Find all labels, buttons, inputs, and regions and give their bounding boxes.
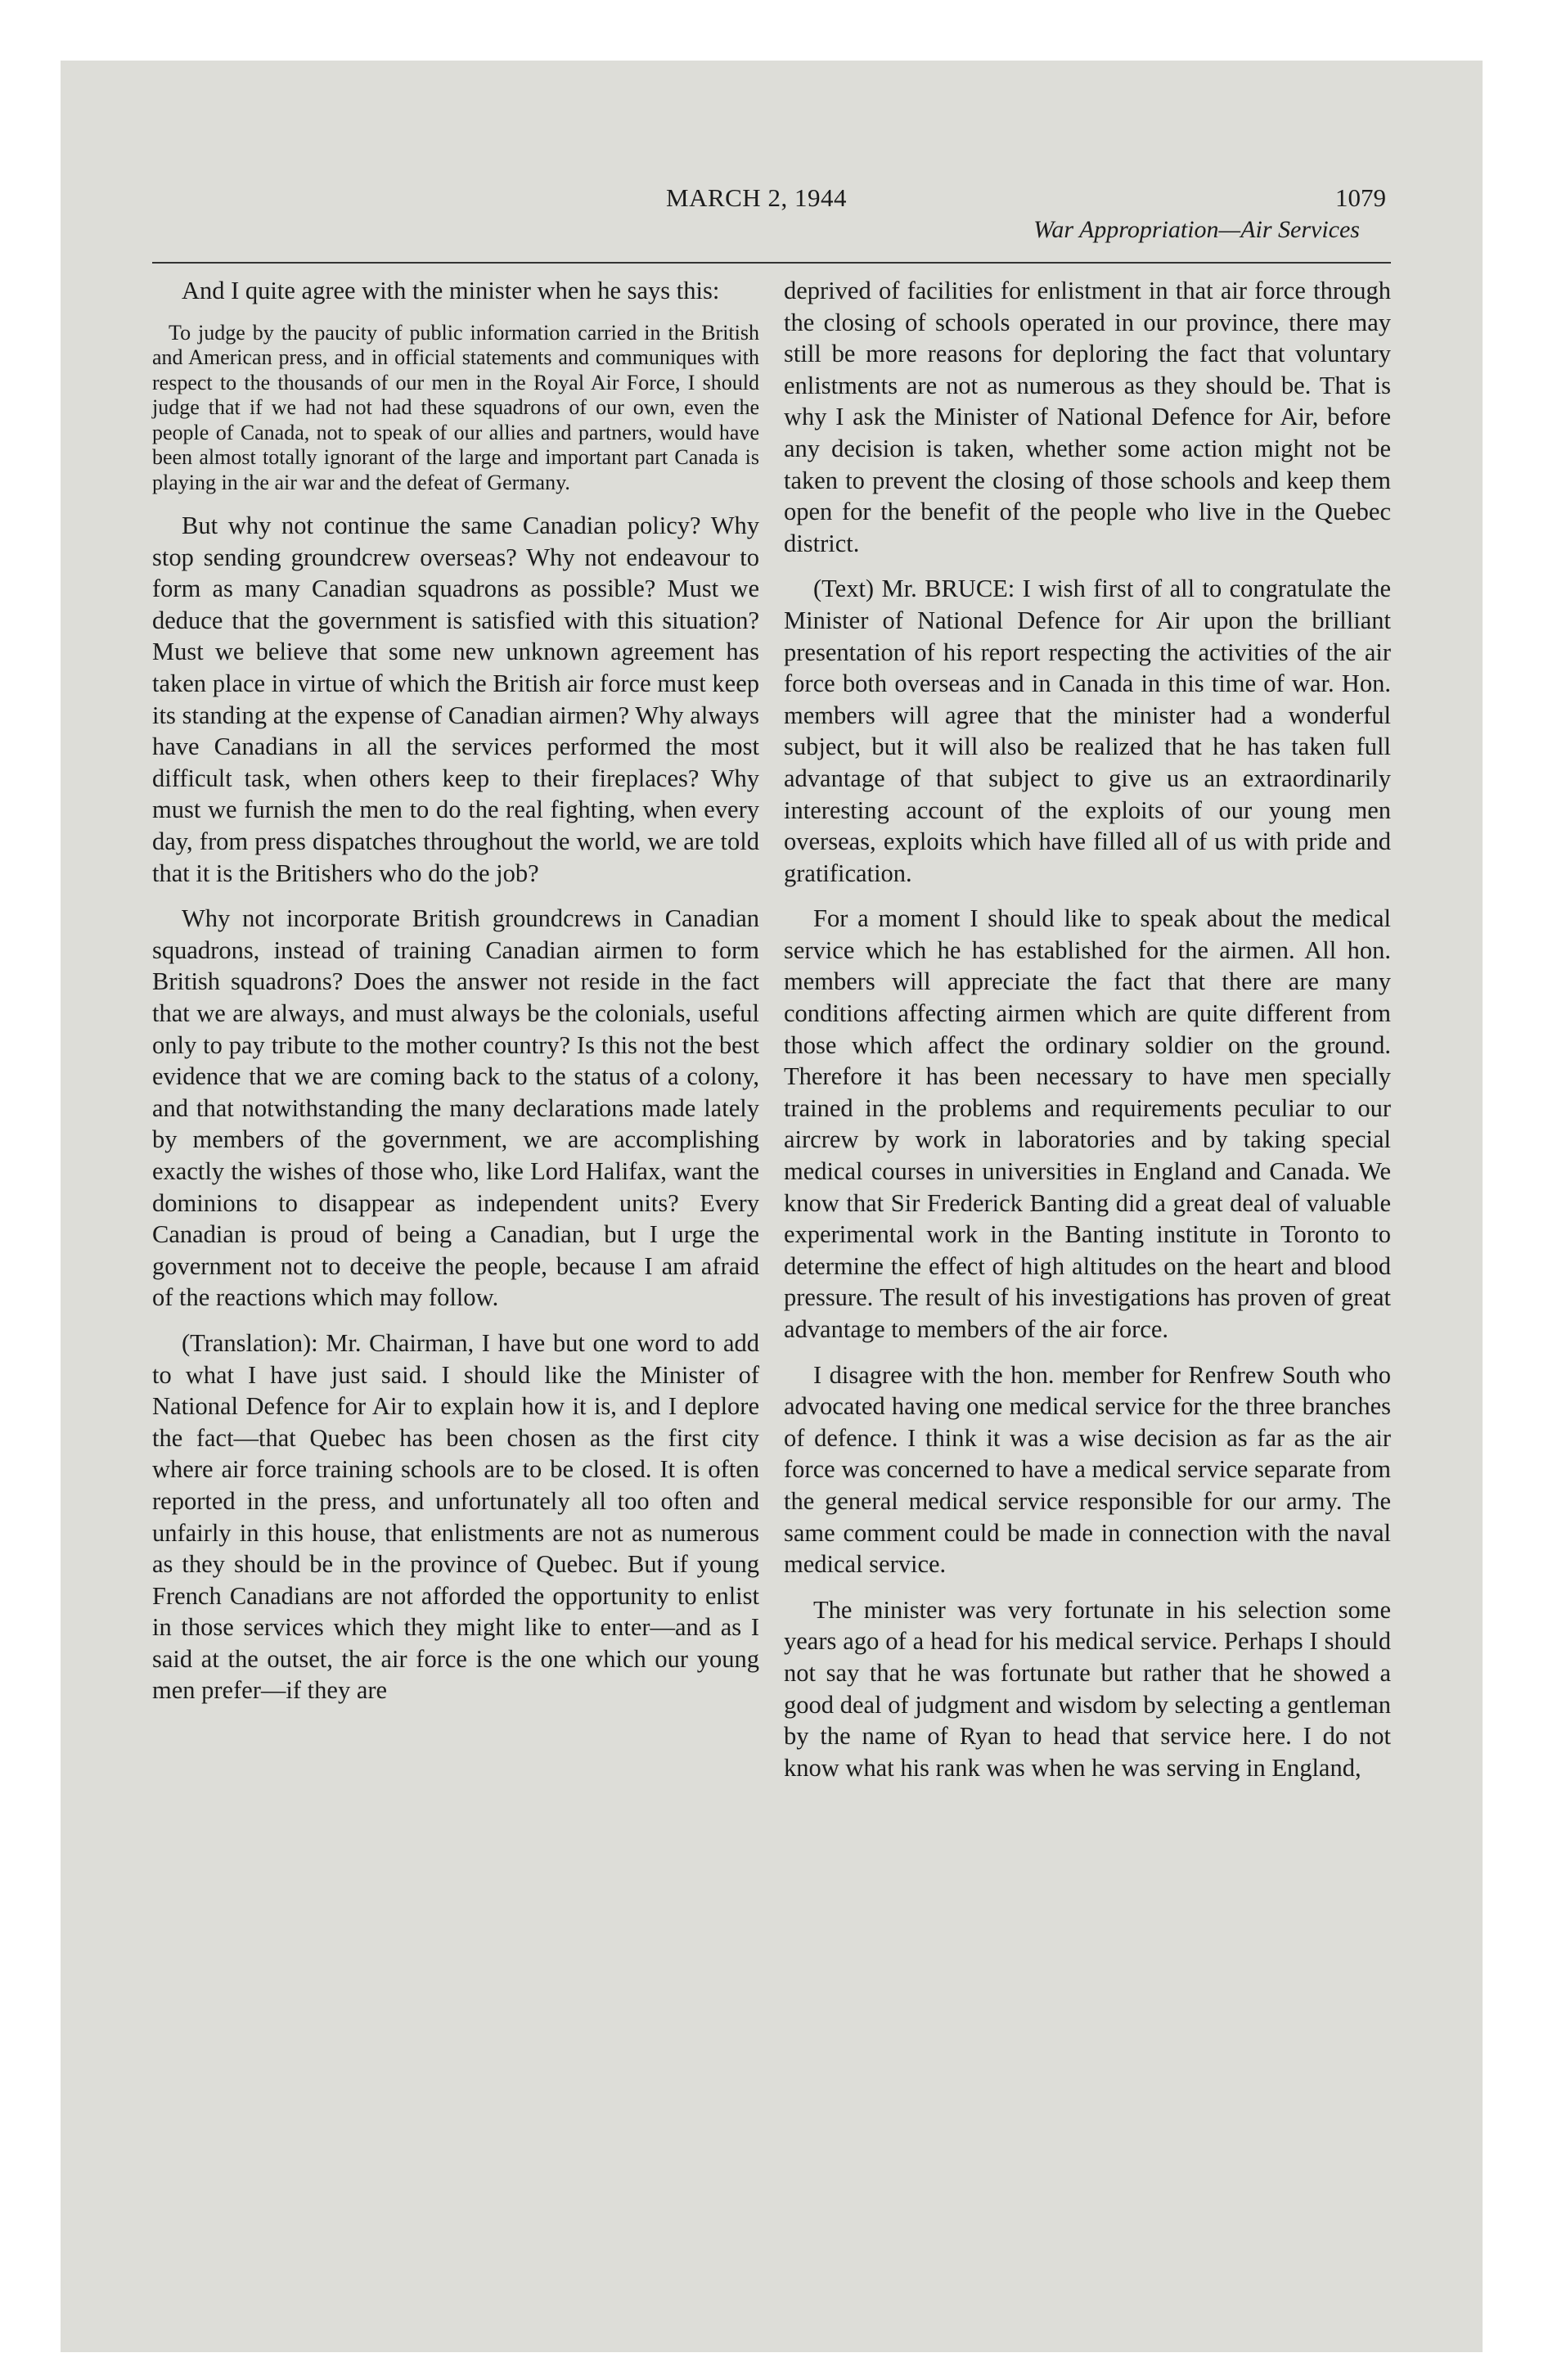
running-header bbox=[152, 183, 1391, 255]
right-column bbox=[784, 275, 1391, 1797]
paragraph: But why not continue the same Canadian policy? Why stop sending groundcrew overseas? Why not endeavour to form as many Canadian squadrons as possible? Must we deduce that the government is satisfied with this situation? Must we believe that some new unknown agreement has taken place in virtue of which the British air force must keep its standing at the expense of Canadian airmen? Why always have Canadians in all the services performed the most difficult task, when others keep to their fireplaces? Why must we furnish the men to do the real fighting, when every day, from press dispatches throughout the world, we are told that it is the Britishers who do the job? bbox=[152, 512, 759, 887]
paragraph: The minister was very fortunate in his selection some years ago of a head for his medical service. Perhaps I should not say that he was fortunate but rather that he showed a good deal of judgment and wisdom by selecting a gentleman by the name of Ryan to head that service here. I do not know what his rank was when he was serving in England, bbox=[784, 1595, 1391, 1782]
header-rule bbox=[152, 262, 1391, 264]
paragraph: deprived of facilities for enlistment in that air force through the closing of schools operated in our province, there may still be more reasons for deploring the fact that voluntary enlistments are not as numerous as they should be. That is why I ask the Minister of National Defence for Air, before any decision is taken, whether some action might not be taken to prevent the closing of those schools and keep them open for the benefit of the people who live in the Quebec district. bbox=[784, 277, 1391, 557]
block-quote: To judge by the paucity of public information carried in the British and American press, and in official statements and communiques with respect to the thousands of our men in the Royal Air Force, I should judge that if we had not had these squadrons of our own, even the people of Canada, not to speak of our allies and partners, would have been almost totally ignorant of the large and important part Canada is playing in the air war and the defeat of Germany. bbox=[152, 320, 759, 494]
paragraph: Why not incorporate British groundcrews in Canadian squadrons, instead of training Canadian airmen to form British squadrons? Does the answer not reside in the fact that we are always, and must always be the colonials, useful only to pay tribute to the mother country? Is this not the best evidence that we are coming back to the status of a colony, and that notwithstanding the many declarations made lately by members of the government, we are accomplishing exactly the wishes of those who, like Lord Halifax, want the dominions to disappear as independent units? Every Canadian is proud of being a Canadian, but I urge the government not to deceive the people, because I am afraid of the reactions which may follow. bbox=[152, 904, 759, 1312]
paragraph: And I quite agree with the minister when he says this: bbox=[182, 277, 720, 304]
page-number: 1079 bbox=[1335, 183, 1386, 212]
paragraph: I disagree with the hon. member for Renfrew South who advocated having one medical service for the three branches of defence. I think it was a wise decision as far as the air force was concerned to have a medical service separate from the general medical service responsible for our army. The same comment could be made in connection with the naval medical service. bbox=[784, 1360, 1391, 1579]
paragraph: For a moment I should like to speak about the medical service which he has established for the airmen. All hon. members will appreciate the fact that there are many conditions affecting airmen which are quite different from those which affect the ordinary soldier on the ground. Therefore it has been necessary to have men specially trained in the problems and requirements peculiar to our aircrew by work in laboratories and by taking special medical courses in universities in England and Canada. We know that Sir Frederick Banting did a great deal of valuable experimental work in the Banting institute in Toronto to determine the effect of high altitudes on the heart and blood pressure. The result of his investigations has proven of great advantage to members of the air force. bbox=[784, 904, 1391, 1343]
section-title: War Appropriation—Air Services bbox=[1033, 216, 1360, 243]
header-date: MARCH 2, 1944 bbox=[666, 183, 847, 212]
paragraph: (Translation): Mr. Chairman, I have but one word to add to what I have just said. I should like the Minister of National Defence for Air to explain how it is, and I deplore the fact—that Quebec has been chosen as the first city where air force training schools are to be closed. It is often reported in the press, and unfortunately all too often and unfairly in this house, that enlistments are not as numerous as they should be in the province of Quebec. But if young French Canadians are not afforded the opportunity to enlist in those services which they might like to enter—and as I said at the outset, the air force is the one which our young men prefer—if they are bbox=[152, 1328, 759, 1705]
page-content bbox=[152, 183, 1391, 2344]
scanned-page bbox=[61, 61, 1483, 2352]
text-columns bbox=[152, 275, 1391, 1797]
paragraph: (Text) Mr. BRUCE: I wish first of all to congratulate the Minister of National Defence for Air upon the brilliant presentation of his report respecting the activities of the air force both overseas and in Canada in this time of war. Hon. members will agree that the minister had a wonderful subject, but it will also be realized that he has taken full advantage of that subject to give us an extraordinarily interesting account of the exploits of our young men overseas, exploits which have filled all of us with pride and gratification. bbox=[784, 575, 1391, 887]
left-column bbox=[152, 275, 759, 1797]
